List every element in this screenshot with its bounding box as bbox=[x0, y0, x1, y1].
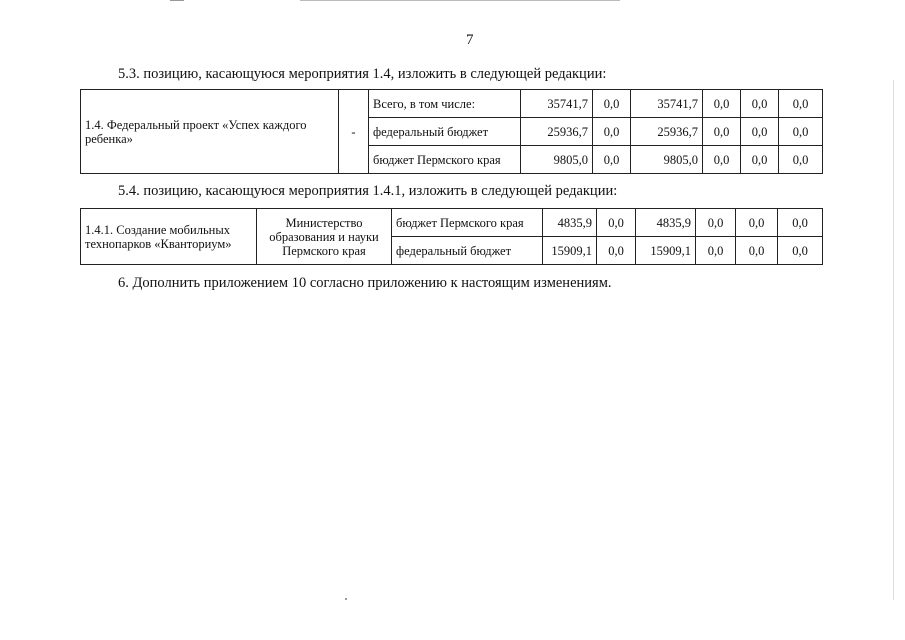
value-cell: 0,0 bbox=[593, 118, 631, 146]
section-5-3-heading: 5.3. позицию, касающуюся мероприятия 1.4, изложить в следующей редакции: bbox=[118, 66, 607, 82]
value-cell: 0,0 bbox=[703, 118, 741, 146]
scan-edge-mark bbox=[893, 80, 894, 600]
value-cell: 0,0 bbox=[703, 146, 741, 174]
value-cell: 25936,7 bbox=[521, 118, 593, 146]
value-cell: 0,0 bbox=[778, 237, 823, 265]
table-row bbox=[81, 90, 823, 118]
value-cell: 0,0 bbox=[696, 209, 736, 237]
scan-dot bbox=[345, 598, 347, 600]
project-name-cell: 1.4. Федеральный проект «Успех каждого ребенка» bbox=[81, 90, 339, 174]
table-row bbox=[81, 209, 823, 237]
value-cell: 0,0 bbox=[741, 90, 779, 118]
funding-source-cell: федеральный бюджет bbox=[369, 118, 521, 146]
value-cell: 35741,7 bbox=[631, 90, 703, 118]
value-cell: 0,0 bbox=[779, 90, 823, 118]
value-cell: 0,0 bbox=[736, 209, 778, 237]
funding-source-cell: Всего, в том числе: bbox=[369, 90, 521, 118]
section-5-4-heading: 5.4. позицию, касающуюся мероприятия 1.4.1, изложить в следующей редакции: bbox=[118, 183, 618, 199]
funding-source-cell: бюджет Пермского края bbox=[369, 146, 521, 174]
value-cell: 0,0 bbox=[778, 209, 823, 237]
value-cell: 25936,7 bbox=[631, 118, 703, 146]
value-cell: 15909,1 bbox=[543, 237, 597, 265]
value-cell: 15909,1 bbox=[636, 237, 696, 265]
scan-edge-mark bbox=[170, 0, 184, 1]
value-cell: 0,0 bbox=[703, 90, 741, 118]
value-cell: 0,0 bbox=[597, 237, 636, 265]
value-cell: 0,0 bbox=[741, 146, 779, 174]
value-cell: 9805,0 bbox=[631, 146, 703, 174]
executor-cell: Министерство образования и науки Пермского края bbox=[257, 209, 392, 265]
value-cell: 0,0 bbox=[696, 237, 736, 265]
scan-edge-mark bbox=[300, 0, 620, 1]
value-cell: 4835,9 bbox=[636, 209, 696, 237]
value-cell: 0,0 bbox=[741, 118, 779, 146]
section-6-text: 6. Дополнить приложением 10 согласно приложению к настоящим изменениям. bbox=[118, 275, 612, 291]
value-cell: 0,0 bbox=[736, 237, 778, 265]
value-cell: 0,0 bbox=[597, 209, 636, 237]
funding-source-cell: федеральный бюджет bbox=[392, 237, 543, 265]
value-cell: 9805,0 bbox=[521, 146, 593, 174]
table-activity-1-4-1 bbox=[80, 208, 823, 265]
table-activity-1-4 bbox=[80, 89, 823, 174]
page-number: 7 bbox=[466, 32, 474, 48]
value-cell: 0,0 bbox=[593, 90, 631, 118]
activity-name-cell: 1.4.1. Создание мобильных технопарков «Кванториум» bbox=[81, 209, 257, 265]
funding-source-cell: бюджет Пермского края bbox=[392, 209, 543, 237]
executor-cell: - bbox=[339, 90, 369, 174]
value-cell: 35741,7 bbox=[521, 90, 593, 118]
value-cell: 4835,9 bbox=[543, 209, 597, 237]
value-cell: 0,0 bbox=[779, 118, 823, 146]
value-cell: 0,0 bbox=[593, 146, 631, 174]
value-cell: 0,0 bbox=[779, 146, 823, 174]
